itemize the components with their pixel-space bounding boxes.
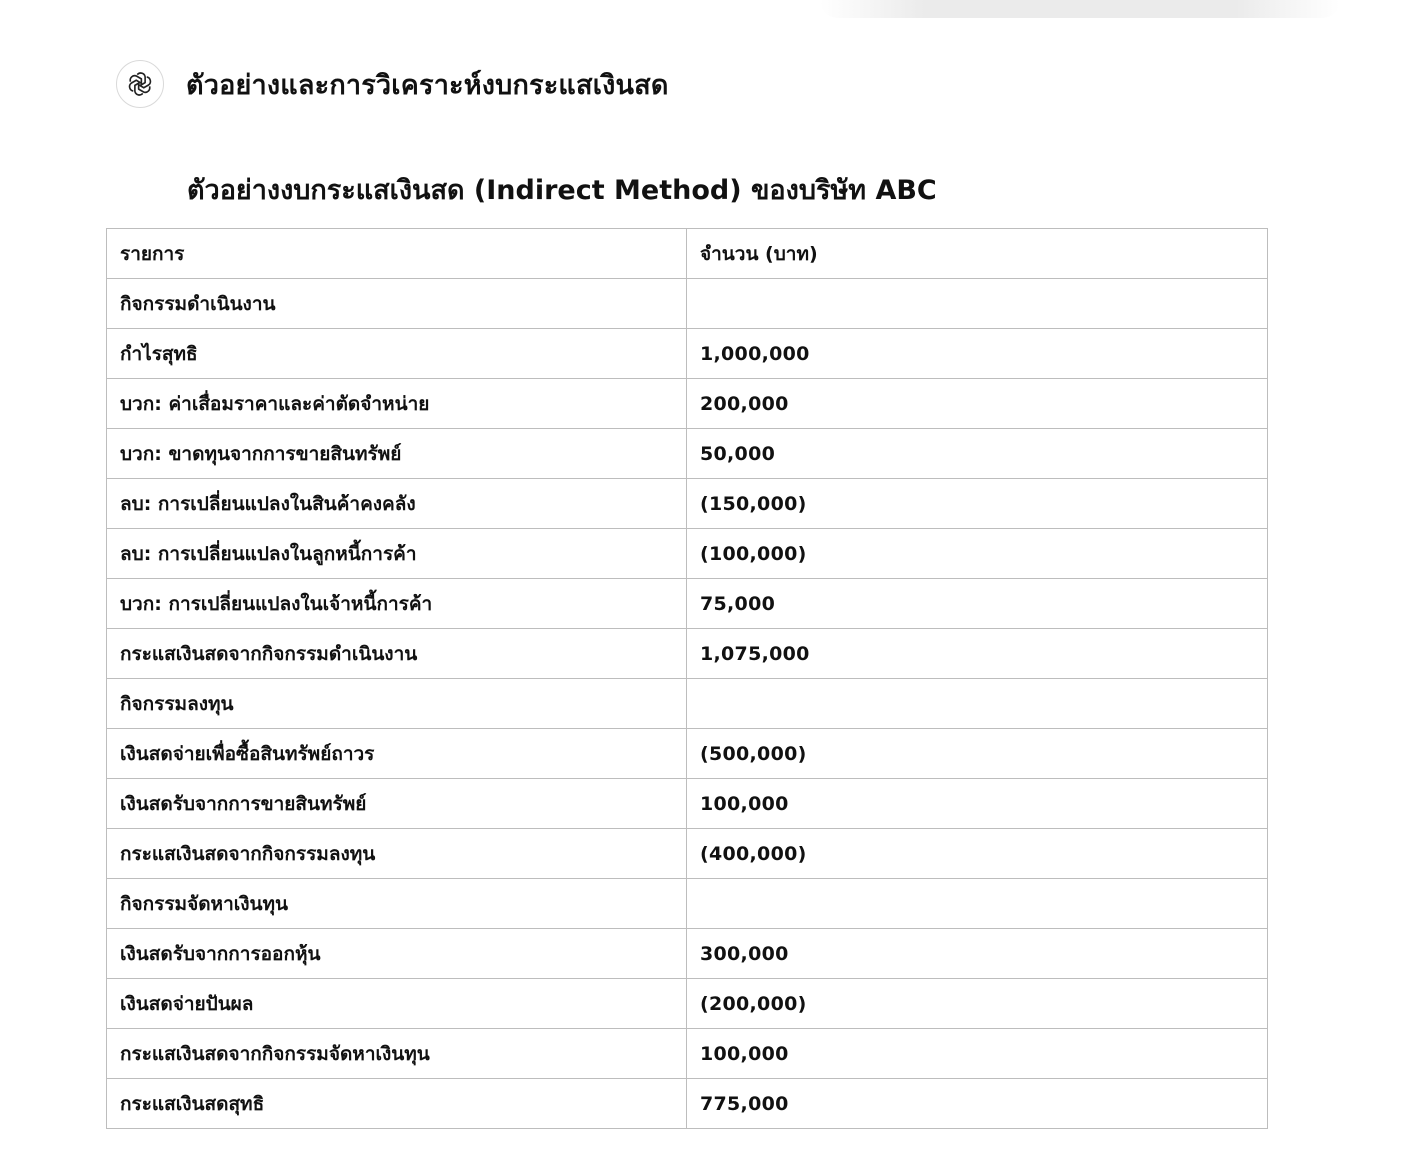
row-item-label: เงินสดรับจากการขายสินทรัพย์ — [107, 779, 687, 829]
table-row — [107, 829, 1268, 879]
row-amount: 1,000,000 — [687, 329, 1268, 379]
table-row — [107, 279, 1268, 329]
table-row — [107, 779, 1268, 829]
table-row — [107, 1079, 1268, 1129]
table-row — [107, 579, 1268, 629]
row-amount: 100,000 — [687, 1029, 1268, 1079]
row-amount: 775,000 — [687, 1079, 1268, 1129]
row-item-label: เงินสดรับจากการออกหุ้น — [107, 929, 687, 979]
row-amount: (150,000) — [687, 479, 1268, 529]
row-amount: 1,075,000 — [687, 629, 1268, 679]
assistant-message-header — [116, 60, 669, 108]
row-item-label: กิจกรรมดำเนินงาน — [107, 279, 687, 329]
row-amount: 200,000 — [687, 379, 1268, 429]
chat-title: ตัวอย่างและการวิเคราะห์งบกระแสเงินสด — [186, 69, 669, 101]
table-row — [107, 629, 1268, 679]
row-amount: 50,000 — [687, 429, 1268, 479]
row-amount — [687, 279, 1268, 329]
row-amount: 75,000 — [687, 579, 1268, 629]
cash-flow-table — [106, 228, 1268, 1129]
table-row — [107, 329, 1268, 379]
row-item-label: กิจกรรมจัดหาเงินทุน — [107, 879, 687, 929]
table-row — [107, 879, 1268, 929]
row-item-label: บวก: การเปลี่ยนแปลงในเจ้าหนี้การค้า — [107, 579, 687, 629]
row-amount: (100,000) — [687, 529, 1268, 579]
table-row — [107, 479, 1268, 529]
row-item-label: กระแสเงินสดจากกิจกรรมลงทุน — [107, 829, 687, 879]
row-item-label: กระแสเงินสดจากกิจกรรมจัดหาเงินทุน — [107, 1029, 687, 1079]
top-scroll-fade — [820, 0, 1340, 18]
table-header-row — [107, 229, 1268, 279]
section-heading: ตัวอย่างงบกระแสเงินสด (Indirect Method) ของบริษัท ABC — [187, 175, 937, 206]
openai-logo-icon — [116, 60, 164, 108]
row-amount: (400,000) — [687, 829, 1268, 879]
row-item-label: บวก: ค่าเสื่อมราคาและค่าตัดจำหน่าย — [107, 379, 687, 429]
row-amount: (500,000) — [687, 729, 1268, 779]
row-item-label: ลบ: การเปลี่ยนแปลงในลูกหนี้การค้า — [107, 529, 687, 579]
table-row — [107, 929, 1268, 979]
row-item-label: เงินสดจ่ายปันผล — [107, 979, 687, 1029]
row-amount: 300,000 — [687, 929, 1268, 979]
table-body — [107, 279, 1268, 1129]
row-item-label: กิจกรรมลงทุน — [107, 679, 687, 729]
table-row — [107, 1029, 1268, 1079]
table-row — [107, 529, 1268, 579]
row-amount — [687, 879, 1268, 929]
table-row — [107, 429, 1268, 479]
column-header-amount: จำนวน (บาท) — [687, 229, 1268, 279]
row-item-label: ลบ: การเปลี่ยนแปลงในสินค้าคงคลัง — [107, 479, 687, 529]
row-item-label: เงินสดจ่ายเพื่อซื้อสินทรัพย์ถาวร — [107, 729, 687, 779]
column-header-item: รายการ — [107, 229, 687, 279]
row-item-label: กระแสเงินสดจากกิจกรรมดำเนินงาน — [107, 629, 687, 679]
row-item-label: กระแสเงินสดสุทธิ — [107, 1079, 687, 1129]
row-item-label: บวก: ขาดทุนจากการขายสินทรัพย์ — [107, 429, 687, 479]
row-amount: (200,000) — [687, 979, 1268, 1029]
row-item-label: กำไรสุทธิ — [107, 329, 687, 379]
table-row — [107, 379, 1268, 429]
row-amount — [687, 679, 1268, 729]
row-amount: 100,000 — [687, 779, 1268, 829]
table-row — [107, 979, 1268, 1029]
table-row — [107, 679, 1268, 729]
table-row — [107, 729, 1268, 779]
